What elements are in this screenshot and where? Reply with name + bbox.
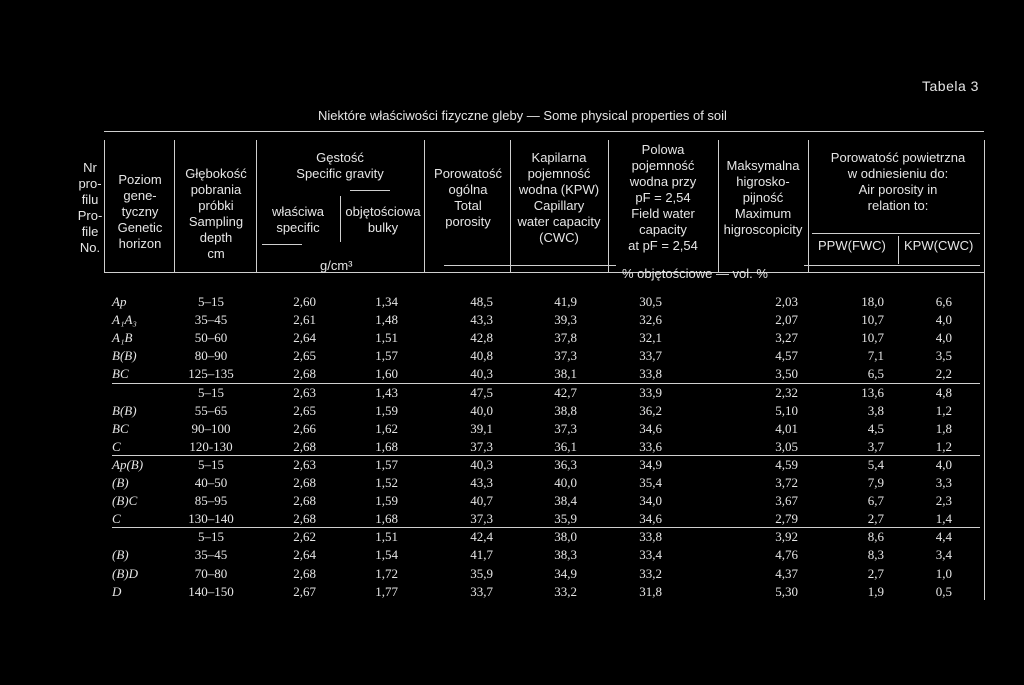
air-porosity-fwc-cell: 10,7 xyxy=(861,312,884,327)
air-porosity-fwc-cell: 18,0 xyxy=(861,294,884,309)
horizon-cell: (B) xyxy=(112,475,129,490)
field-capacity-cell: 34,6 xyxy=(639,511,662,526)
capillary-capacity-cell: 37,8 xyxy=(554,330,577,345)
hygroscopicity-cell: 3,27 xyxy=(775,330,798,345)
capillary-capacity-cell: 36,3 xyxy=(554,457,577,472)
volume-unit: % objętościowe — vol. % xyxy=(622,266,768,281)
field-capacity-cell: 33,9 xyxy=(639,385,662,400)
capillary-capacity-cell: 37,3 xyxy=(554,421,577,436)
bulk-density-cell: 1,77 xyxy=(375,584,398,599)
specific-gravity-cell: 2,65 xyxy=(293,403,316,418)
capillary-capacity-cell: 39,3 xyxy=(554,312,577,327)
hygroscopicity-cell: 3,72 xyxy=(775,475,798,490)
depth-cell: 130–140 xyxy=(188,511,234,526)
total-porosity-cell: 33,7 xyxy=(470,584,493,599)
total-porosity-cell: 43,3 xyxy=(470,475,493,490)
field-capacity-cell: 33,2 xyxy=(639,566,662,581)
specific-gravity-cell: 2,68 xyxy=(293,493,316,508)
header-kpw: KPW(CWC) xyxy=(904,238,974,253)
depth-cell: 85–95 xyxy=(194,493,228,508)
air-porosity-cwc-cell: 4,0 xyxy=(935,457,952,472)
air-porosity-cwc-cell: 1,0 xyxy=(935,566,952,581)
bulk-density-cell: 1,68 xyxy=(375,439,398,454)
depth-cell: 35–45 xyxy=(194,547,228,562)
horizon-cell: C xyxy=(112,439,121,454)
header-bulk: objętościowa bulky xyxy=(345,204,421,235)
total-porosity-cell: 40,8 xyxy=(470,348,493,363)
unit-rule-left xyxy=(444,265,616,266)
header-density: Gęstość Specific gravity xyxy=(296,150,384,181)
depth-cell: 35–45 xyxy=(194,312,228,327)
hygroscopicity-cell: 4,59 xyxy=(775,457,798,472)
air-porosity-fwc-cell: 3,7 xyxy=(867,439,884,454)
total-porosity-cell: 37,3 xyxy=(470,439,493,454)
specific-gravity-cell: 2,66 xyxy=(293,421,316,436)
hygroscopicity-cell: 5,30 xyxy=(775,584,798,599)
depth-cell: 5–15 xyxy=(198,457,224,472)
total-porosity-cell: 47,5 xyxy=(470,385,493,400)
header-ppw: PPW(FWC) xyxy=(818,238,886,253)
header-hygroscopicity: Maksymalna higrosko- pijność Maximum higroscopicity xyxy=(723,158,803,237)
air-porosity-fwc-cell: 2,7 xyxy=(867,511,884,526)
air-porosity-cwc-cell: 2,2 xyxy=(935,366,952,381)
header-depth: Głębokość pobrania próbki Sampling depth cm xyxy=(185,166,247,261)
specific-gravity-cell: 2,68 xyxy=(293,566,316,581)
air-porosity-fwc-cell: 6,7 xyxy=(867,493,884,508)
air-porosity-fwc-cell: 2,7 xyxy=(867,566,884,581)
air-porosity-fwc-cell: 5,4 xyxy=(867,457,884,472)
hygroscopicity-cell: 2,07 xyxy=(775,312,798,327)
field-capacity-cell: 33,4 xyxy=(639,547,662,562)
horizon-cell: Ap xyxy=(112,294,127,309)
air-porosity-fwc-cell: 7,9 xyxy=(867,475,884,490)
capillary-capacity-cell: 33,2 xyxy=(554,584,577,599)
depth-cell: 80–90 xyxy=(194,348,228,363)
horizon-cell: (B) xyxy=(112,547,129,562)
air-porosity-cwc-cell: 4,8 xyxy=(935,385,952,400)
bulk-density-cell: 1,57 xyxy=(375,348,398,363)
hygroscopicity-cell: 3,50 xyxy=(775,366,798,381)
total-porosity-cell: 41,7 xyxy=(470,547,493,562)
header-specific: właściwa specific xyxy=(271,204,324,235)
unit-rule-right xyxy=(804,265,980,266)
field-capacity-cell: 33,8 xyxy=(639,366,662,381)
bulk-density-cell: 1,60 xyxy=(375,366,398,381)
air-porosity-fwc-cell: 8,6 xyxy=(867,529,884,544)
specific-gravity-cell: 2,68 xyxy=(293,475,316,490)
hygroscopicity-cell: 2,03 xyxy=(775,294,798,309)
header-field: Polowa pojemność wodna przy pF = 2,54 Field water capacity at pF = 2,54 xyxy=(628,142,698,253)
total-porosity-cell: 48,5 xyxy=(470,294,493,309)
capillary-capacity-cell: 38,4 xyxy=(554,493,577,508)
capillary-capacity-cell: 41,9 xyxy=(554,294,577,309)
air-porosity-cwc-cell: 2,3 xyxy=(935,493,952,508)
horizon-cell: B(B) xyxy=(112,348,137,363)
hygroscopicity-cell: 5,10 xyxy=(775,403,798,418)
depth-cell: 140–150 xyxy=(188,584,234,599)
header-air-porosity: Porowatość powietrzna w odniesieniu do: Air porosity in relation to: xyxy=(830,150,966,213)
bulk-density-cell: 1,52 xyxy=(375,475,398,490)
total-porosity-cell: 40,7 xyxy=(470,493,493,508)
bulk-density-cell: 1,59 xyxy=(375,493,398,508)
header-capillary: Kapilarna pojemność wodna (KPW) Capillary water capacity (CWC) xyxy=(517,150,601,245)
field-capacity-cell: 32,6 xyxy=(639,312,662,327)
specific-rule xyxy=(262,244,302,245)
total-porosity-cell: 40,3 xyxy=(470,366,493,381)
total-porosity-cell: 40,0 xyxy=(470,403,493,418)
air-porosity-cwc-cell: 3,5 xyxy=(935,348,952,363)
air-porosity-fwc-cell: 4,5 xyxy=(867,421,884,436)
bulk-density-cell: 1,51 xyxy=(375,330,398,345)
field-capacity-cell: 31,8 xyxy=(639,584,662,599)
horizon-cell: BC xyxy=(112,421,129,436)
hygroscopicity-cell: 3,92 xyxy=(775,529,798,544)
bulk-density-cell: 1,54 xyxy=(375,547,398,562)
depth-cell: 120-130 xyxy=(189,439,233,454)
capillary-capacity-cell: 40,0 xyxy=(554,475,577,490)
specific-gravity-cell: 2,63 xyxy=(293,457,316,472)
depth-cell: 125–135 xyxy=(188,366,234,381)
hygroscopicity-cell: 4,76 xyxy=(775,547,798,562)
field-capacity-cell: 33,6 xyxy=(639,439,662,454)
hygroscopicity-cell: 4,37 xyxy=(775,566,798,581)
specific-gravity-cell: 2,64 xyxy=(293,547,316,562)
density-unit: g/cm³ xyxy=(320,258,353,273)
depth-cell: 50–60 xyxy=(194,330,228,345)
header-top-rule xyxy=(104,131,984,132)
air-porosity-fwc-cell: 1,9 xyxy=(867,584,884,599)
bulk-density-cell: 1,59 xyxy=(375,403,398,418)
capillary-capacity-cell: 38,0 xyxy=(554,529,577,544)
air-porosity-cwc-cell: 3,3 xyxy=(935,475,952,490)
specific-gravity-cell: 2,68 xyxy=(293,439,316,454)
bulk-density-cell: 1,68 xyxy=(375,511,398,526)
horizon-cell: B(B) xyxy=(112,403,137,418)
depth-cell: 70–80 xyxy=(194,566,228,581)
specific-gravity-cell: 2,65 xyxy=(293,348,316,363)
capillary-capacity-cell: 38,1 xyxy=(554,366,577,381)
specific-gravity-cell: 2,67 xyxy=(293,584,316,599)
air-porosity-fwc-cell: 7,1 xyxy=(867,348,884,363)
air-porosity-cwc-cell: 1,8 xyxy=(935,421,952,436)
air-porosity-cwc-cell: 3,4 xyxy=(935,547,952,562)
capillary-capacity-cell: 37,3 xyxy=(554,348,577,363)
horizon-cell: C xyxy=(112,511,121,526)
capillary-capacity-cell: 35,9 xyxy=(554,511,577,526)
hygroscopicity-cell: 2,79 xyxy=(775,511,798,526)
air-porosity-fwc-cell: 6,5 xyxy=(867,366,884,381)
air-porosity-cwc-cell: 4,0 xyxy=(935,312,952,327)
bulk-density-cell: 1,57 xyxy=(375,457,398,472)
depth-cell: 5–15 xyxy=(198,529,224,544)
specific-gravity-cell: 2,62 xyxy=(293,529,316,544)
field-capacity-cell: 36,2 xyxy=(639,403,662,418)
hygroscopicity-cell: 2,32 xyxy=(775,385,798,400)
field-capacity-cell: 34,9 xyxy=(639,457,662,472)
specific-gravity-cell: 2,68 xyxy=(293,366,316,381)
air-porosity-cwc-cell: 1,2 xyxy=(935,403,952,418)
horizon-cell: (B)C xyxy=(112,493,138,508)
capillary-capacity-cell: 38,3 xyxy=(554,547,577,562)
specific-gravity-cell: 2,60 xyxy=(293,294,316,309)
header-nr: Nr pro- filu Pro- file No. xyxy=(77,160,103,255)
hygroscopicity-cell: 4,57 xyxy=(775,348,798,363)
table-title: Niektóre właściwości fizyczne gleby — Some physical properties of soil xyxy=(318,108,727,123)
field-capacity-cell: 33,8 xyxy=(639,529,662,544)
field-capacity-cell: 34,0 xyxy=(639,493,662,508)
bulk-density-cell: 1,43 xyxy=(375,385,398,400)
depth-cell: 40–50 xyxy=(194,475,228,490)
header-total-porosity: Porowatość ogólna Total porosity xyxy=(434,166,502,229)
total-porosity-cell: 35,9 xyxy=(470,566,493,581)
air-porosity-fwc-cell: 3,8 xyxy=(867,403,884,418)
field-capacity-cell: 30,5 xyxy=(639,294,662,309)
capillary-capacity-cell: 42,7 xyxy=(554,385,577,400)
air-porosity-cwc-cell: 0,5 xyxy=(935,584,952,599)
capillary-capacity-cell: 36,1 xyxy=(554,439,577,454)
specific-gravity-cell: 2,61 xyxy=(293,312,316,327)
field-capacity-cell: 34,6 xyxy=(639,421,662,436)
total-porosity-cell: 37,3 xyxy=(470,511,493,526)
col-sep xyxy=(174,140,175,272)
air-porosity-fwc-cell: 8,3 xyxy=(867,547,884,562)
total-porosity-cell: 43,3 xyxy=(470,312,493,327)
header-horizon: Poziom gene- tyczny Genetic horizon xyxy=(117,172,163,251)
air-porosity-cwc-cell: 1,2 xyxy=(935,439,952,454)
air-rule xyxy=(812,233,980,234)
hygroscopicity-cell: 4,01 xyxy=(775,421,798,436)
specific-gravity-cell: 2,63 xyxy=(293,385,316,400)
hygroscopicity-cell: 3,67 xyxy=(775,493,798,508)
hygroscopicity-cell: 3,05 xyxy=(775,439,798,454)
specific-gravity-cell: 2,64 xyxy=(293,330,316,345)
depth-cell: 55–65 xyxy=(194,403,228,418)
col-sep xyxy=(808,140,809,272)
depth-cell: 5–15 xyxy=(198,385,224,400)
air-porosity-cwc-cell: 4,0 xyxy=(935,330,952,345)
total-porosity-cell: 42,4 xyxy=(470,529,493,544)
specific-gravity-cell: 2,68 xyxy=(293,511,316,526)
capillary-capacity-cell: 38,8 xyxy=(554,403,577,418)
bulk-density-cell: 1,48 xyxy=(375,312,398,327)
horizon-cell: A₁B xyxy=(112,330,133,345)
col-sep xyxy=(898,236,899,264)
horizon-cell: BC xyxy=(112,366,129,381)
horizon-cell: D xyxy=(112,584,122,599)
depth-cell: 5–15 xyxy=(198,294,224,309)
capillary-capacity-cell: 34,9 xyxy=(554,566,577,581)
horizon-cell: A₁A₃ xyxy=(112,312,137,327)
total-porosity-cell: 40,3 xyxy=(470,457,493,472)
gravity-rule xyxy=(350,190,390,191)
bulk-density-cell: 1,62 xyxy=(375,421,398,436)
field-capacity-cell: 35,4 xyxy=(639,475,662,490)
bulk-density-cell: 1,34 xyxy=(375,294,398,309)
air-porosity-cwc-cell: 1,4 xyxy=(935,511,952,526)
air-porosity-fwc-cell: 10,7 xyxy=(861,330,884,345)
air-porosity-cwc-cell: 4,4 xyxy=(935,529,952,544)
bulk-density-cell: 1,51 xyxy=(375,529,398,544)
total-porosity-cell: 39,1 xyxy=(470,421,493,436)
air-porosity-cwc-cell: 6,6 xyxy=(935,294,952,309)
field-capacity-cell: 32,1 xyxy=(639,330,662,345)
horizon-cell: (B)D xyxy=(112,566,138,581)
bulk-density-cell: 1,72 xyxy=(375,566,398,581)
field-capacity-cell: 33,7 xyxy=(639,348,662,363)
horizon-cell: Ap(B) xyxy=(112,457,144,472)
depth-cell: 90–100 xyxy=(191,421,231,436)
air-porosity-fwc-cell: 13,6 xyxy=(861,385,884,400)
header-bottom-rule xyxy=(104,272,984,273)
table-number: Tabela 3 xyxy=(922,78,979,94)
total-porosity-cell: 42,8 xyxy=(470,330,493,345)
